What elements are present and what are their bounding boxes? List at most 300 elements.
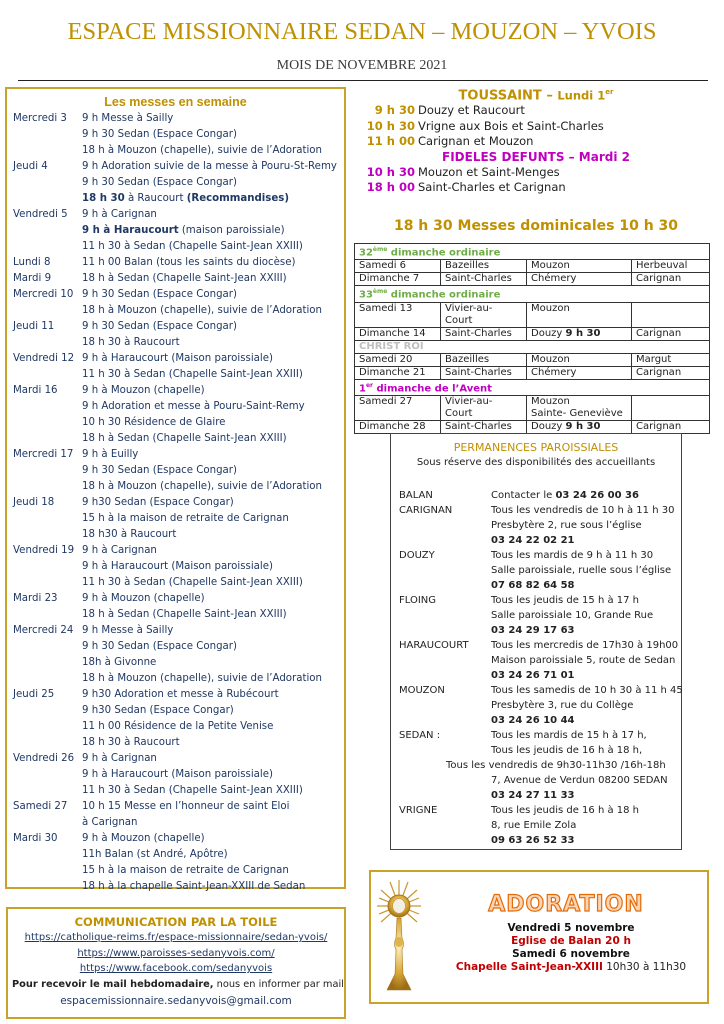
day-entries	[82, 159, 338, 207]
mass-entry	[82, 303, 338, 319]
document-subtitle: MOIS DE NOVEMBRE 2021	[276, 58, 448, 73]
mass-entry-text: 11 h 30 à Sedan (Chapelle Saint-Jean XXIII)	[82, 241, 303, 252]
mass-entry	[82, 799, 338, 815]
day-entries	[82, 831, 338, 895]
day-group	[13, 383, 338, 447]
day-label: Mercredi 17	[13, 449, 74, 460]
permanence-line: Salle paroissiale 10, Grande Rue	[491, 610, 654, 621]
mass-entry-text: 9 h 30 Sedan (Espace Congar)	[82, 465, 237, 476]
mass-entry-text: 9 h30 Adoration et messe à Rubécourt	[82, 689, 279, 700]
day-group	[13, 159, 338, 207]
sunday-section-header: 1er dimanche de l’Avent	[355, 379, 710, 395]
mass-entry	[82, 879, 338, 895]
phone-number: 03 24 26 10 44	[491, 715, 575, 726]
mass-entry	[82, 431, 338, 447]
day-label: Mardi 30	[13, 833, 58, 844]
toussaint-day-suffix: er	[605, 88, 614, 96]
day-group	[13, 543, 338, 591]
title-divider	[18, 80, 708, 81]
permanence-place: HARAUCOURT	[399, 640, 469, 651]
mass-entry	[82, 447, 338, 463]
day-entries	[82, 111, 338, 159]
day-label: Vendredi 26	[13, 753, 75, 764]
sunday-masses-table	[354, 243, 710, 434]
permanence-line: Salle paroissiale, ruelle sous l’église	[491, 565, 672, 576]
table-cell: Mouzon	[527, 260, 632, 273]
sunday-section-header: 32ème dimanche ordinaire	[355, 244, 710, 260]
table-cell: Dimanche 7	[355, 273, 441, 286]
permanence-line: Tous les jeudis de 16 h à 18 h,	[491, 745, 643, 756]
mass-entry-text: 9 h à Carignan	[82, 753, 157, 764]
adoration-place-2-time: 10h30 à 11h30	[602, 961, 687, 973]
mass-entry	[82, 719, 338, 735]
mass-entry	[82, 495, 338, 511]
table-cell: Mouzon	[527, 302, 632, 327]
mass-entry	[82, 687, 338, 703]
mass-entry-text: 9 h Adoration et messe à Pouru-Saint-Remy	[82, 401, 305, 412]
table-cell: Vivier-au- Court	[441, 302, 527, 327]
permanences-title: PERMANENCES PAROISSIALES	[453, 441, 619, 454]
permanence-line: Tous les mercredis de 17h30 à 19h00	[491, 640, 679, 651]
table-cell: Dimanche 21	[355, 366, 441, 379]
mass-entry-text: 11 h 00 Balan (tous les saints du diocèse)	[82, 257, 296, 268]
permanence-line: Maison paroissiale 5, route de Sedan	[491, 655, 676, 666]
toussaint-lines	[360, 103, 712, 150]
mass-entry	[82, 335, 338, 351]
table-cell: Saint-Charles	[441, 273, 527, 286]
permanence-place: VRIGNE	[399, 805, 438, 816]
permanence-line: Contacter le 03 24 26 00 36	[491, 490, 639, 501]
permanence-line: 8, rue Emile Zola	[491, 820, 577, 831]
permanences-subtitle: Sous réserve des disponibilités des accueillants	[416, 457, 656, 468]
communication-links	[12, 930, 340, 977]
mass-entry	[82, 191, 338, 207]
phone-number: 03 24 29 17 63	[491, 625, 575, 636]
mass-entry-text: 18h à Givonne	[82, 657, 157, 668]
ordinal-suffix: ème	[372, 288, 388, 296]
permanence-line: 7, Avenue de Verdun 08200 SEDAN	[491, 775, 668, 786]
day-entries	[82, 495, 338, 543]
table-row	[355, 302, 710, 327]
section-header-row	[355, 244, 710, 260]
link-paroisses-sedanyvois[interactable]: https://www.paroisses-sedanyvois.com/	[77, 947, 275, 959]
adoration-details	[431, 922, 711, 974]
mass-entry-text: 9 h 30 Sedan (Espace Congar)	[82, 321, 237, 332]
feast-days	[360, 85, 712, 196]
time-bold: 9 h 30	[565, 327, 601, 339]
day-group	[13, 495, 338, 543]
day-entries	[82, 447, 338, 495]
mass-entry-text: 9 h Messe à Sailly	[82, 113, 174, 124]
day-entries	[82, 207, 338, 255]
mass-entry	[82, 479, 338, 495]
table-cell: Dimanche 28	[355, 420, 441, 433]
day-entries	[82, 319, 338, 351]
mass-entry	[82, 511, 338, 527]
mass-entry-text: 18 h à Mouzon (chapelle), suivie de l’Adoration	[82, 481, 322, 492]
mass-entry-text: 18 h à Sedan (Chapelle Saint-Jean XXIII)	[82, 273, 287, 284]
mass-entry-bold: (Recommandises)	[186, 193, 289, 204]
permanence-line: Tous les jeudis de 15 h à 17 h	[491, 595, 640, 606]
mass-entry-text: 18 h à Mouzon (chapelle), suivie de l’Adoration	[82, 673, 322, 684]
feast-place: Vrigne aux Bois et Saint-Charles	[418, 118, 604, 133]
mass-entry	[82, 159, 338, 175]
mass-entry	[82, 767, 338, 783]
mass-entry	[82, 831, 338, 847]
mass-entry	[82, 239, 338, 255]
table-row	[355, 353, 710, 366]
phone-number: 03 24 22 02 21	[491, 535, 575, 546]
table-cell: Carignan	[632, 327, 710, 340]
feast-place: Mouzon et Saint-Menges	[418, 164, 560, 179]
day-group	[13, 271, 338, 287]
table-row	[355, 366, 710, 379]
mass-entry-text: 9 h Adoration suivie de la messe à Pouru-St-Remy	[82, 161, 337, 172]
table-cell: Carignan	[632, 420, 710, 433]
mass-entry	[82, 111, 338, 127]
sunday-masses-title: 18 h 30 Messes dominicales 10 h 30	[393, 218, 679, 234]
day-entries	[82, 591, 338, 623]
mass-entry	[82, 783, 338, 799]
day-group	[13, 255, 338, 271]
feast-time: 11 h 00	[366, 134, 415, 149]
day-label: Vendredi 19	[13, 545, 75, 556]
sunday-section-header: CHRIST ROI	[355, 340, 710, 353]
mass-entry	[82, 287, 338, 303]
mass-entry	[82, 735, 338, 751]
adoration-place-2-name: Chapelle Saint-Jean-XXIII	[455, 961, 603, 973]
day-group	[13, 591, 338, 623]
permanence-lines	[491, 488, 673, 503]
ordinal-suffix: er	[365, 381, 373, 389]
feast-place: Douzy et Raucourt	[418, 103, 525, 118]
permanence-lines	[491, 683, 683, 728]
toussaint-heading	[360, 85, 712, 103]
mass-entry-text: 18 h à Sedan (Chapelle Saint-Jean XXIII)	[82, 609, 287, 620]
defunts-lines	[360, 165, 712, 196]
day-label: Mercredi 10	[13, 289, 74, 300]
mass-entry-text: 11 h 30 à Sedan (Chapelle Saint-Jean XXIII)	[82, 577, 303, 588]
mass-entry	[82, 703, 338, 719]
table-cell: Chémery	[527, 273, 632, 286]
day-group	[13, 751, 338, 799]
mass-entry-text: 9 h 30 Sedan (Espace Congar)	[82, 129, 237, 140]
feast-line	[360, 180, 712, 196]
feast-time: 18 h 00	[366, 180, 415, 195]
table-cell: Vivier-au- Court	[441, 395, 527, 420]
mass-entry-text: 10 h 15 Messe en l’honneur de saint Eloi	[82, 801, 290, 812]
mass-entry-text: 9 h à Euilly	[82, 449, 139, 460]
mass-entry-text: 9 h 30 Sedan (Espace Congar)	[82, 177, 237, 188]
weekday-masses-title: Les messes en semaine	[104, 95, 247, 109]
day-label: Mardi 9	[13, 273, 52, 284]
table-cell: Carignan	[632, 366, 710, 379]
day-group	[13, 111, 338, 159]
mass-entry	[82, 415, 338, 431]
table-row	[355, 395, 710, 420]
permanence-line: Tous les vendredis de 9h30-11h30 /16h-18h	[446, 760, 666, 771]
table-cell: Saint-Charles	[441, 366, 527, 379]
mass-entry-text: 18 h 30 à Raucourt	[82, 337, 180, 348]
table-cell: Bazeilles	[441, 260, 527, 273]
weekday-masses-box	[5, 87, 346, 892]
mass-entry-text: 18 h 30 à Raucourt	[82, 737, 180, 748]
permanence-entry	[399, 593, 673, 638]
permanence-lines	[491, 593, 673, 638]
mass-entry	[82, 351, 338, 367]
day-label: Vendredi 5	[13, 209, 68, 220]
mass-entry	[82, 607, 338, 623]
permanence-entry	[399, 488, 673, 503]
table-cell: Samedi 20	[355, 353, 441, 366]
table-cell: Douzy 9 h 30	[527, 327, 632, 340]
feast-time: 10 h 30	[366, 118, 415, 133]
day-entries	[82, 799, 338, 831]
day-entries	[82, 255, 338, 271]
mass-entry	[82, 639, 338, 655]
feast-line	[360, 119, 712, 135]
mass-entry	[82, 175, 338, 191]
feast-line	[360, 103, 712, 119]
day-entries	[82, 623, 338, 687]
table-cell: Mouzon Sainte- Geneviève	[527, 395, 632, 420]
newsletter-note-rest: nous en informer par mail	[213, 978, 344, 990]
day-group	[13, 831, 338, 895]
day-label: Jeudi 4	[13, 161, 48, 172]
day-entries	[82, 287, 338, 319]
table-cell: Margut	[632, 353, 710, 366]
permanences-box	[390, 433, 682, 850]
toussaint-title: TOUSSAINT –	[458, 88, 558, 104]
day-group	[13, 799, 338, 831]
mass-entry-text: 9 h à Mouzon (chapelle)	[82, 593, 205, 604]
phone-number: 07 68 82 64 58	[491, 580, 575, 591]
mass-entry-text: 15 h à la maison de retraite de Carignan	[82, 865, 289, 876]
permanence-place: DOUZY	[399, 550, 435, 561]
mass-entry	[82, 319, 338, 335]
mass-entry	[82, 847, 338, 863]
mass-entry	[82, 223, 338, 239]
permanence-lines	[446, 728, 673, 803]
permanence-entry	[399, 803, 673, 848]
adoration-title: ADORATION	[488, 892, 644, 917]
section-header-row	[355, 286, 710, 302]
defunts-heading: FIDELES DEFUNTS – Mardi 2	[442, 149, 630, 164]
feast-time: 10 h 30	[366, 164, 415, 179]
feast-line	[360, 134, 712, 150]
table-cell: Dimanche 14	[355, 327, 441, 340]
table-cell: Samedi 13	[355, 302, 441, 327]
table-cell: Samedi 6	[355, 260, 441, 273]
mass-entry	[82, 255, 338, 271]
mass-entry	[82, 751, 338, 767]
day-label: Jeudi 11	[13, 321, 55, 332]
mass-entry	[82, 591, 338, 607]
permanence-entry	[399, 638, 679, 683]
day-label: Samedi 27	[13, 801, 68, 812]
table-cell: Douzy 9 h 30	[527, 420, 632, 433]
table-cell: Samedi 27	[355, 395, 441, 420]
permanence-line: Tous les mardis de 15 h à 17 h,	[491, 730, 647, 741]
mass-entry-text: 9 h à Carignan	[82, 545, 157, 556]
mass-entry	[82, 559, 338, 575]
adoration-place-2	[431, 961, 711, 974]
mass-entry-text: 11 h 30 à Sedan (Chapelle Saint-Jean XXIII)	[82, 369, 303, 380]
mass-entry-text: 9 h à Haraucourt (Maison paroissiale)	[82, 561, 273, 572]
communication-title: COMMUNICATION PAR LA TOILE	[74, 915, 278, 929]
day-group	[13, 687, 338, 751]
toussaint-day: Lundi 1	[557, 88, 606, 103]
day-group	[13, 319, 338, 351]
table-cell: Chémery	[527, 366, 632, 379]
mass-entry-text: 11h Balan (st André, Apôtre)	[82, 849, 228, 860]
adoration-date-2: Samedi 6 novembre	[512, 948, 630, 960]
mass-entry-text: à Carignan	[82, 817, 138, 828]
day-label: Mercredi 24	[13, 625, 74, 636]
permanence-entry	[399, 503, 673, 548]
mass-entry-text: 9 h à Haraucourt (Maison paroissiale)	[82, 353, 273, 364]
day-entries	[82, 687, 338, 751]
phone-number: 03 24 26 00 36	[555, 490, 639, 501]
permanence-lines	[491, 803, 673, 848]
mass-entry-text: (maison paroissiale)	[178, 225, 285, 236]
newsletter-note	[12, 977, 344, 993]
mass-entry-text: 15 h à la maison de retraite de Carignan	[82, 513, 289, 524]
day-group	[13, 351, 338, 383]
table-cell: Carignan	[632, 273, 710, 286]
permanence-line: Tous les mardis de 9 h à 11 h 30	[491, 550, 654, 561]
contact-email[interactable]: espacemissionnaire.sedanyvois@gmail.com	[60, 994, 292, 1007]
permanence-place: BALAN	[399, 490, 433, 501]
day-group	[13, 447, 338, 495]
table-cell: Saint-Charles	[441, 420, 527, 433]
mass-entry-text: à Raucourt	[124, 193, 187, 204]
mass-entry-text: 9 h 30 Sedan (Espace Congar)	[82, 289, 237, 300]
mass-entry	[82, 575, 338, 591]
day-label: Jeudi 18	[13, 497, 55, 508]
mass-entry-text: 10 h 30 Résidence de Glaire	[82, 417, 226, 428]
day-label: Vendredi 12	[13, 353, 75, 364]
mass-entry-text: 18 h à Mouzon (chapelle), suivie de l’Adoration	[82, 145, 322, 156]
sunday-section-header: 33ème dimanche ordinaire	[355, 286, 710, 302]
mass-entry-text: 18 h à Mouzon (chapelle), suivie de l’Adoration	[82, 305, 322, 316]
mass-entry	[82, 527, 338, 543]
permanence-entry	[399, 683, 683, 728]
phone-number: 09 63 26 52 33	[491, 835, 575, 846]
feast-place: Saint-Charles et Carignan	[418, 180, 566, 195]
mass-entry-text: 9 h30 Sedan (Espace Congar)	[82, 705, 234, 716]
adoration-box	[369, 870, 709, 1004]
feast-place: Carignan et Mouzon	[418, 134, 534, 149]
mass-entry	[82, 207, 338, 223]
table-cell: Saint-Charles	[441, 327, 527, 340]
link-catholique-reims[interactable]: https://catholique-reims.fr/espace-missionnaire/sedan-yvois/	[24, 932, 328, 943]
section-header-row	[355, 379, 710, 395]
day-group	[13, 623, 338, 687]
mass-entry	[82, 271, 338, 287]
phone-number: 03 24 27 11 33	[491, 790, 575, 801]
document-title: ESPACE MISSIONNAIRE SEDAN – MOUZON – YVOIS	[67, 18, 657, 45]
mass-entry-text: 11 h 30 à Sedan (Chapelle Saint-Jean XXIII)	[82, 785, 303, 796]
day-label: Mardi 23	[13, 593, 58, 604]
mass-entry	[82, 463, 338, 479]
day-entries	[82, 271, 338, 287]
permanence-entry	[399, 728, 673, 803]
mass-entry-text: 9 h30 Sedan (Espace Congar)	[82, 497, 234, 508]
mass-entry-text: 18 h à la chapelle Saint-Jean-XXIII de Sedan	[82, 881, 306, 892]
monstrance-icon	[377, 878, 421, 998]
day-group	[13, 207, 338, 255]
mass-entry	[82, 815, 338, 831]
mass-entry-text: 18 h à Sedan (Chapelle Saint-Jean XXIII)	[82, 433, 287, 444]
mass-entry-text: 9 h 30 Sedan (Espace Congar)	[82, 641, 237, 652]
adoration-place-1: Eglise de Balan 20 h	[511, 935, 631, 947]
permanence-line: Presbytère 3, rue du Collège	[491, 700, 634, 711]
mass-entry	[82, 127, 338, 143]
day-label: Mercredi 3	[13, 113, 67, 124]
phone-number: 03 24 26 71 01	[491, 670, 575, 681]
table-row	[355, 327, 710, 340]
permanence-place: CARIGNAN	[399, 505, 453, 516]
weekday-masses-list	[13, 111, 338, 895]
table-cell: Herbeuval	[632, 260, 710, 273]
permanence-lines	[491, 503, 674, 548]
mass-entry	[82, 543, 338, 559]
permanence-line: Tous les vendredis de 10 h à 11 h 30	[491, 505, 675, 516]
permanence-lines	[491, 548, 673, 593]
permanence-line: Presbytère 2, rue sous l’église	[491, 520, 642, 531]
permanence-line: Tous les jeudis de 16 h à 18 h	[491, 805, 640, 816]
table-row	[355, 260, 710, 273]
table-cell: Mouzon	[527, 353, 632, 366]
feast-time: 9 h 30	[374, 103, 415, 118]
mass-entry	[82, 367, 338, 383]
table-row	[355, 420, 710, 433]
permanence-entry	[399, 548, 673, 593]
day-entries	[82, 543, 338, 591]
day-entries	[82, 751, 338, 799]
day-label: Mardi 16	[13, 385, 58, 396]
mass-entry	[82, 863, 338, 879]
table-row	[355, 273, 710, 286]
newsletter-note-bold: Pour recevoir le mail hebdomadaire,	[12, 978, 214, 990]
permanence-place: FLOING	[399, 595, 437, 606]
mass-entry	[82, 383, 338, 399]
permanence-line: Tous les samedis de 10 h 30 à 11 h 45	[491, 685, 683, 696]
section-header-row	[355, 340, 710, 353]
day-entries	[82, 383, 338, 447]
link-facebook[interactable]: https://www.facebook.com/sedanyvois	[79, 963, 273, 974]
mass-entry	[82, 143, 338, 159]
day-entries	[82, 351, 338, 383]
mass-entry-text: 9 h Messe à Sailly	[82, 625, 174, 636]
mass-entry-text: 18 h30 à Raucourt	[82, 529, 177, 540]
mass-entry-text: 11 h 00 Résidence de la Petite Venise	[82, 721, 274, 732]
mass-entry-text: 9 h à Mouzon (chapelle)	[82, 385, 205, 396]
table-cell	[632, 395, 710, 420]
day-group	[13, 287, 338, 319]
permanences-list	[399, 488, 683, 848]
feast-line	[360, 165, 712, 181]
day-label: Jeudi 25	[13, 689, 55, 700]
mass-entry-bold: 18 h 30	[82, 193, 125, 204]
day-label: Lundi 8	[13, 257, 51, 268]
adoration-date-1: Vendredi 5 novembre	[507, 922, 635, 934]
permanence-lines	[491, 638, 678, 683]
communication-box	[6, 907, 346, 1019]
mass-entry-bold: 9 h à Haraucourt	[82, 225, 179, 236]
mass-entry-text: 9 h à Haraucourt (Maison paroissiale)	[82, 769, 273, 780]
